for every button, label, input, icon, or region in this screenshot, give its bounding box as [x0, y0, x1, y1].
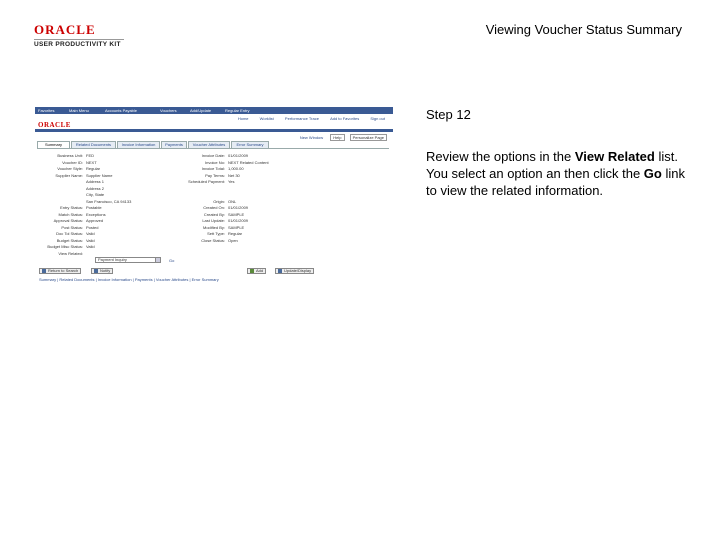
nav-item-main-menu[interactable]: Main Menu	[69, 108, 89, 113]
field-label: Close Status:	[201, 237, 225, 243]
link-new-window[interactable]: New Window	[299, 135, 324, 140]
field-value: Address 2	[86, 185, 105, 191]
desc-go: Go	[643, 166, 662, 181]
notify-label: Notify	[100, 268, 111, 273]
tab-invoice-information[interactable]: Invoice Information	[117, 141, 160, 148]
field-label: Approval Status:	[53, 218, 83, 223]
link-favorites[interactable]: Add to Favorites	[330, 116, 360, 121]
field-value: Address 1	[86, 179, 105, 184]
field-value: Yes	[228, 179, 235, 184]
page-title: Viewing Voucher Status Summary	[485, 22, 682, 37]
chevron-down-icon	[155, 258, 160, 262]
nav-item-vouchers[interactable]: Vouchers	[160, 108, 177, 113]
go-link[interactable]: Go	[169, 258, 175, 263]
field-value: Exceptions	[86, 211, 106, 217]
field-value: San Francisco, CA 94133	[86, 198, 132, 204]
return-icon	[42, 269, 46, 273]
field-value: FED	[86, 153, 94, 158]
desc-view-related: View Related	[574, 149, 655, 164]
link-personalize[interactable]: Personalize Page	[350, 134, 387, 141]
field-value: NEXT Related Content	[228, 159, 269, 165]
link-signout[interactable]: Sign out	[370, 116, 385, 121]
field-value: 1,000.00	[228, 166, 244, 171]
update-icon	[278, 269, 282, 273]
field-label: Entry Status:	[60, 205, 83, 210]
field-value: ONL	[228, 198, 237, 204]
field-label: Doc Tol Status:	[56, 231, 83, 236]
tab-voucher-attributes[interactable]: Voucher Attributes	[188, 141, 230, 148]
field-label: Origin:	[213, 198, 225, 204]
nav-item-regular[interactable]: Regular Entry	[225, 108, 250, 113]
field-label: Voucher ID:	[62, 159, 83, 165]
field-value: 01/01/2009	[228, 205, 249, 210]
tab-summary[interactable]: Summary	[37, 141, 70, 148]
nav-item-add-update[interactable]: Add/Update	[190, 108, 212, 113]
nav-bar	[35, 107, 393, 114]
link-help[interactable]: Help	[330, 134, 344, 141]
top-links	[228, 116, 385, 121]
page-links	[294, 135, 387, 140]
field-label: Voucher Style:	[57, 166, 83, 171]
notify-icon	[94, 269, 98, 273]
field-value: NEXT	[86, 159, 97, 165]
field-value: Valid	[86, 237, 95, 243]
tab-error-summary[interactable]: Error Summary	[231, 141, 269, 148]
update-label: Update/Display	[284, 268, 312, 273]
logo-kit-text: USER PRODUCTIVITY KIT	[34, 39, 124, 48]
field-value: Postable	[86, 205, 102, 210]
field-label: Created On:	[203, 205, 225, 210]
field-label: Invoice Date:	[201, 153, 225, 158]
embedded-screenshot	[35, 107, 393, 287]
oracle-upk-logo	[34, 22, 124, 48]
field-label: Match Status:	[58, 211, 83, 217]
logo-oracle-text: ORACLE	[34, 22, 96, 37]
field-label: Budget Status:	[56, 237, 83, 243]
field-value: Supplier Name	[86, 172, 113, 178]
link-performance[interactable]: Performance Trace	[284, 116, 319, 121]
field-label: Invoice No:	[204, 159, 225, 165]
nav-item-ap[interactable]: Accounts Payable	[105, 108, 138, 113]
add-label: Add	[256, 268, 264, 273]
field-label: Post Status:	[61, 224, 83, 230]
step-label: Step 12	[426, 107, 471, 122]
desc-part-2: list. You select an option an then click the	[426, 149, 678, 181]
field-value: SAMPLE	[228, 211, 245, 217]
field-value: Open	[228, 237, 238, 243]
desc-part-1: Review the options in the	[426, 149, 575, 164]
link-worklist[interactable]: Worklist	[259, 116, 274, 121]
field-value: Regular	[228, 231, 243, 236]
footer-links[interactable]: Summary | Related Documents | Invoice Information | Payments | Voucher Attributes | Error Summary	[39, 277, 219, 282]
field-value: Approved	[86, 218, 104, 223]
field-value: Valid	[86, 231, 95, 236]
tab-strip	[37, 141, 289, 148]
view-related-select[interactable]	[95, 257, 161, 263]
return-to-search-button[interactable]	[39, 268, 81, 274]
nav-item-favorites[interactable]: Favorites	[38, 108, 55, 113]
link-home[interactable]: Home	[237, 116, 249, 121]
field-value: Net 30	[228, 172, 240, 178]
tab-payments[interactable]: Payments	[161, 141, 187, 148]
field-label: Business Unit:	[57, 153, 83, 158]
field-label: Invoice Total:	[201, 166, 225, 171]
field-value: Posted	[86, 224, 99, 230]
field-label: Supplier Name:	[55, 172, 83, 178]
tab-underline	[37, 148, 389, 149]
header-rule	[35, 129, 393, 132]
view-related-value: Payment Inquiry	[98, 257, 127, 262]
field-label: Created By:	[203, 211, 225, 217]
add-icon	[250, 269, 254, 273]
desc-part-3: link to view the related information.	[426, 166, 685, 198]
field-label: Scheduled Payment:	[188, 179, 225, 184]
field-value: Regular	[86, 166, 101, 171]
add-button[interactable]	[247, 268, 266, 274]
field-value: 01/01/2009	[228, 153, 249, 158]
field-value: 01/01/2009	[228, 218, 249, 223]
field-label: View Related:	[58, 250, 83, 256]
notify-button[interactable]	[91, 268, 113, 274]
update-display-button[interactable]	[275, 268, 314, 274]
tab-related-documents[interactable]: Related Documents	[71, 141, 116, 148]
step-description	[426, 148, 688, 199]
field-label: Modified By:	[202, 224, 225, 230]
return-label: Return to Search	[48, 268, 79, 273]
field-label: Pay Terms:	[205, 172, 225, 178]
field-label: Last Update:	[202, 218, 225, 223]
field-value: Valid	[86, 244, 95, 249]
field-label: Budget Misc Status:	[47, 244, 83, 249]
field-value: City, State	[86, 192, 105, 197]
field-label: Sett Type:	[207, 231, 225, 236]
field-value: SAMPLE	[228, 224, 245, 230]
inner-oracle-logo: ORACLE	[38, 121, 71, 129]
